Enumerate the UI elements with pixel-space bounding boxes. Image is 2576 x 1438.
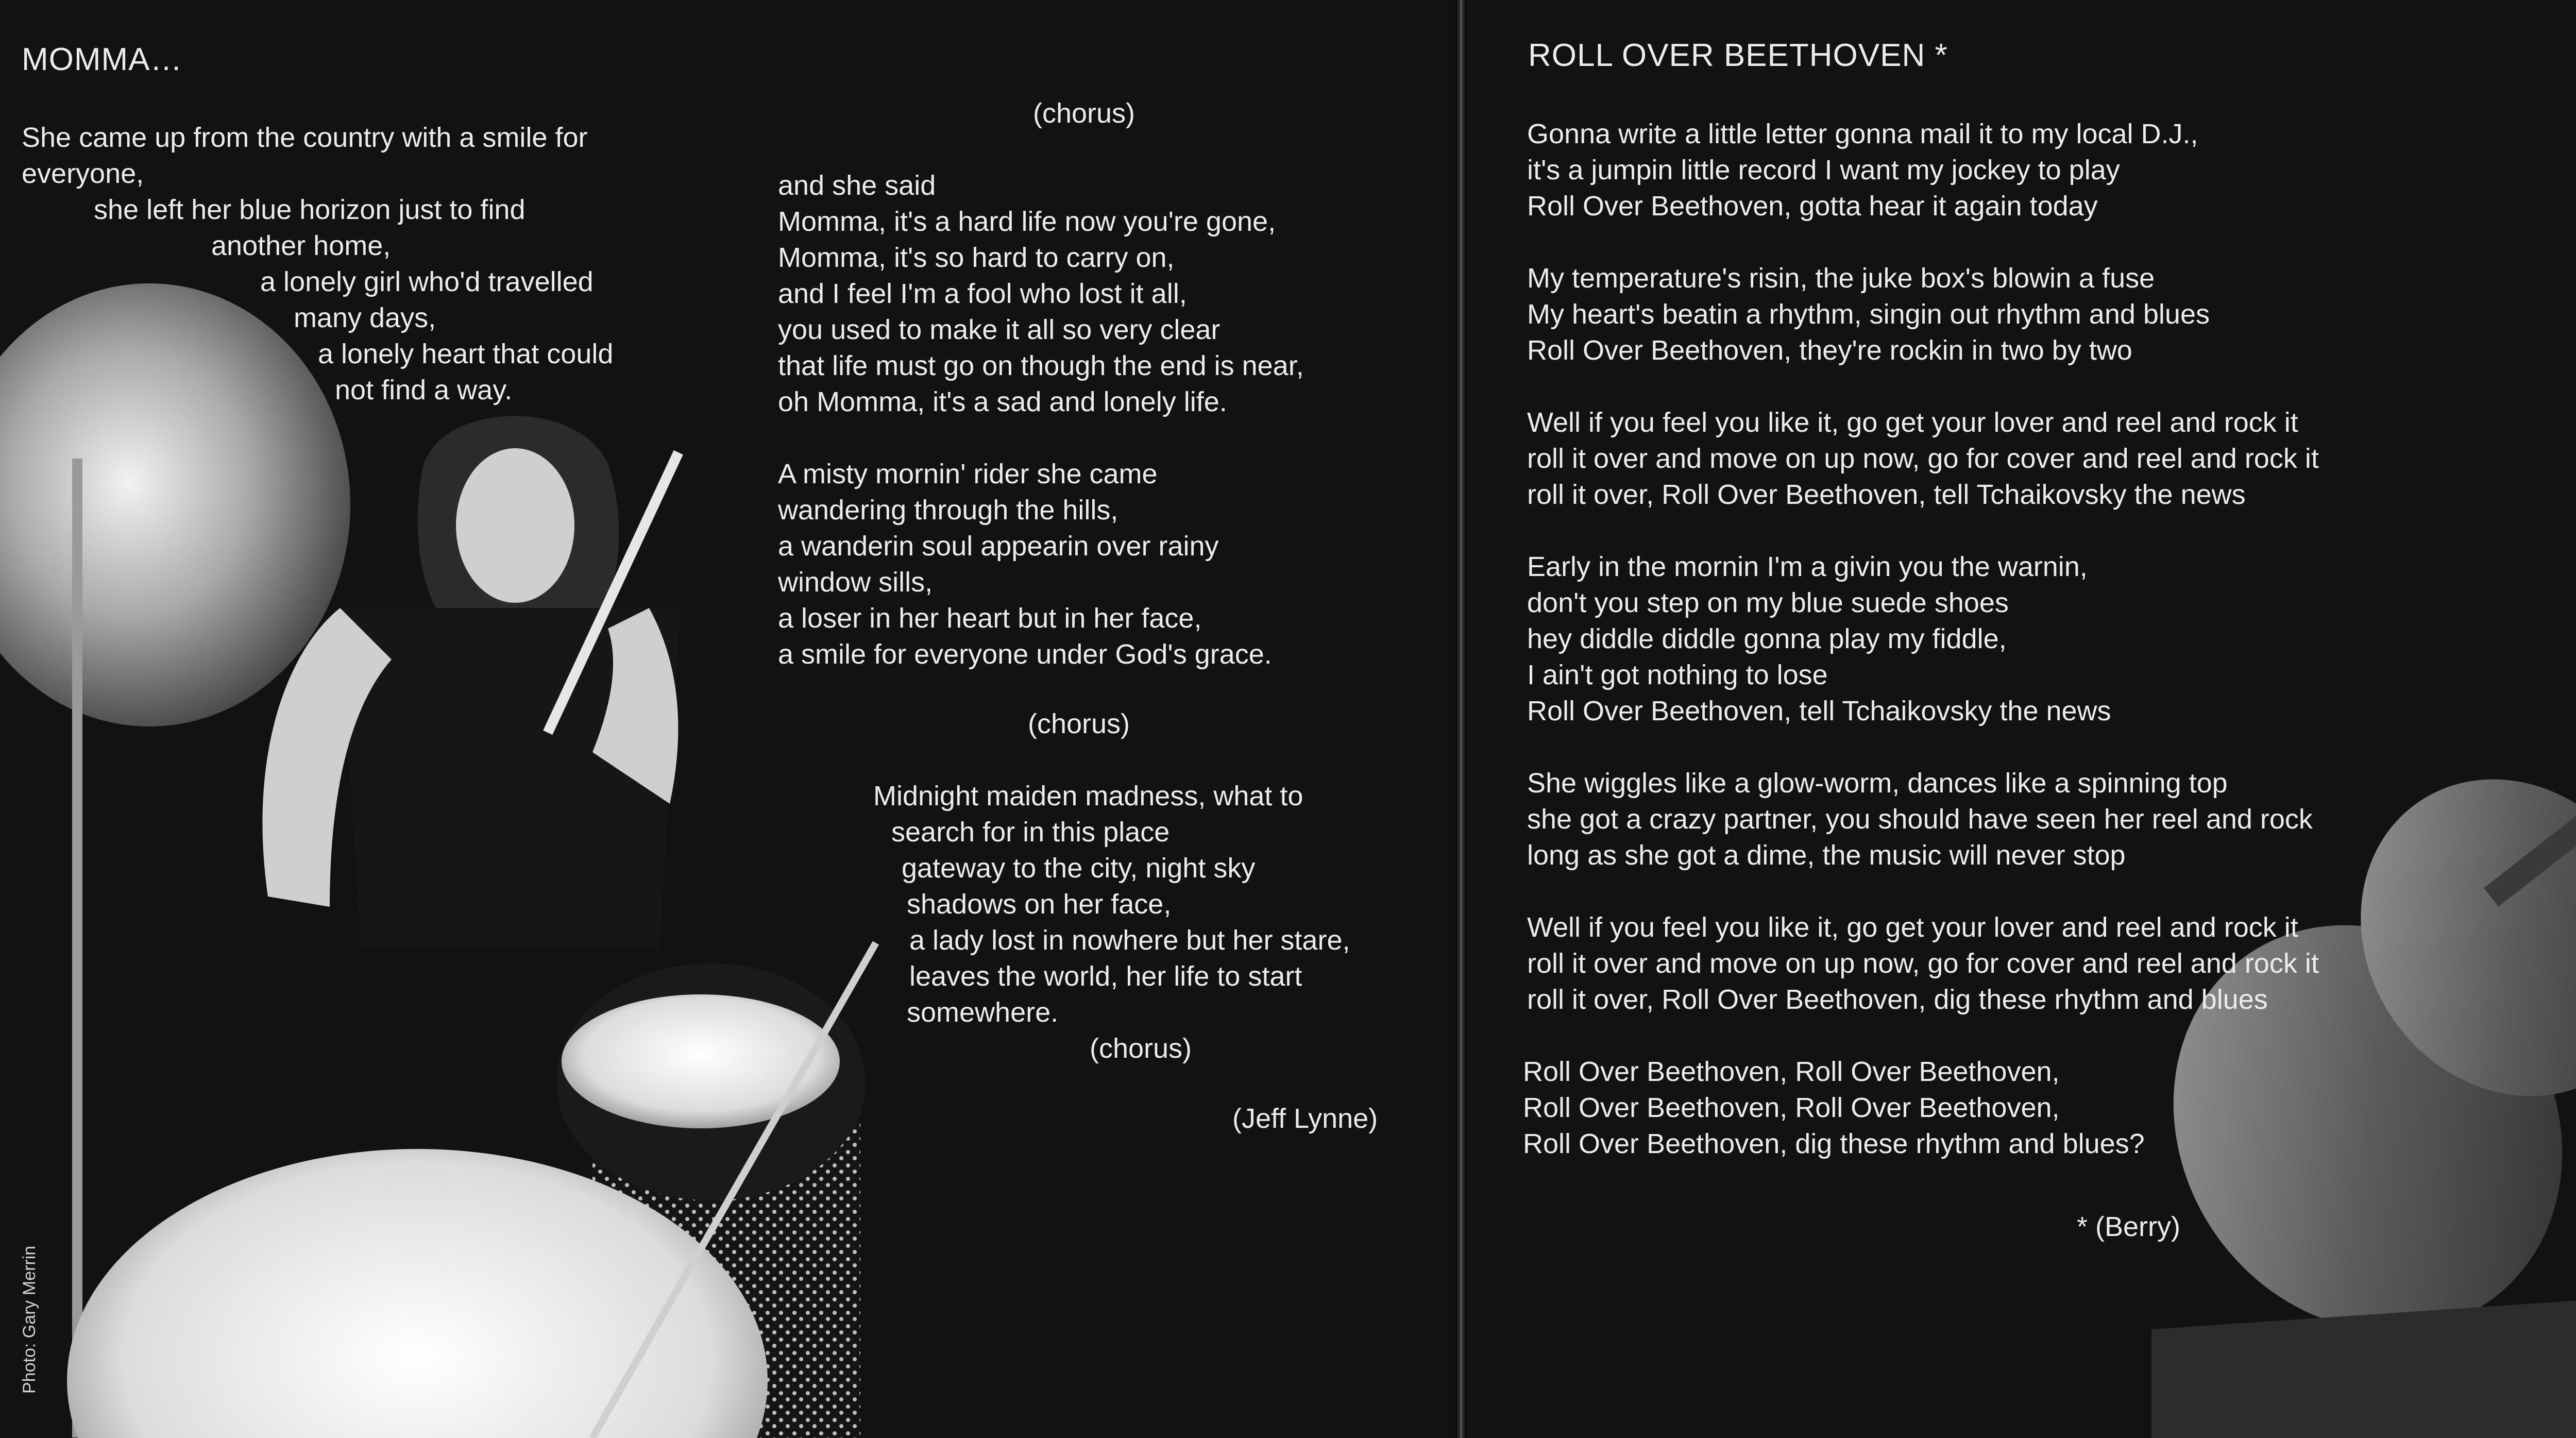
- lyric-line: she got a crazy partner, you should have seen her reel and rock: [1527, 804, 2313, 835]
- photo-credit: Photo: Gary Merrin: [20, 1245, 39, 1394]
- lyric-line: Momma, it's so hard to carry on,: [778, 242, 1175, 273]
- lyric-line: Momma, it's a hard life now you're gone,: [778, 206, 1276, 237]
- lyric-line: Well if you feel you like it, go get your lover and reel and rock it: [1527, 912, 2298, 943]
- lyric-line: many days,: [294, 302, 436, 333]
- cymbal: [0, 283, 350, 726]
- lyric-line: Well if you feel you like it, go get your lover and reel and rock it: [1527, 407, 2298, 438]
- lyric-line: I ain't got nothing to lose: [1527, 659, 1828, 690]
- lyric-line: roll it over, Roll Over Beethoven, dig these rhythm and blues: [1527, 984, 2268, 1015]
- lyric-line: that life must go on though the end is near,: [778, 350, 1304, 381]
- lyric-line: My heart's beatin a rhythm, singin out rhythm and blues: [1527, 299, 2210, 330]
- drummer-face: [456, 448, 574, 603]
- chorus-marker: (chorus): [1028, 708, 1130, 739]
- lyric-line: Roll Over Beethoven, tell Tchaikovsky the news: [1527, 696, 2111, 726]
- lyric-line: Roll Over Beethoven, Roll Over Beethoven,: [1523, 1092, 2060, 1123]
- lyric-line: She wiggles like a glow-worm, dances like a spinning top: [1527, 768, 2228, 799]
- lyric-line: it's a jumpin little record I want my jockey to play: [1527, 155, 2120, 185]
- lyric-line: leaves the world, her life to start: [909, 961, 1302, 992]
- lyric-line: and she said: [778, 170, 936, 201]
- lyric-line: wandering through the hills,: [778, 495, 1118, 526]
- lyric-line: roll it over, Roll Over Beethoven, tell Tchaikovsky the news: [1527, 479, 2246, 510]
- lyric-line: a smile for everyone under God's grace.: [778, 639, 1272, 670]
- lyric-line: and I feel I'm a fool who lost it all,: [778, 278, 1187, 309]
- lyric-line: Roll Over Beethoven, they're rockin in two by two: [1527, 335, 2132, 366]
- lyric-line: oh Momma, it's a sad and lonely life.: [778, 386, 1227, 417]
- lyric-line: not find a way.: [335, 375, 513, 405]
- lyric-line: a loser in her heart but in her face,: [778, 603, 1202, 634]
- tom-drum-head: [562, 994, 840, 1128]
- lyric-line: gateway to the city, night sky: [902, 853, 1256, 884]
- songwriter-credit: (Jeff Lynne): [1232, 1103, 1378, 1134]
- booklet-spine: [1456, 0, 1466, 1438]
- cymbal-stand: [72, 459, 82, 1437]
- lyric-line: search for in this place: [891, 817, 1170, 848]
- lyric-line: a lady lost in nowhere but her stare,: [909, 925, 1350, 956]
- lyric-line: somewhere.: [907, 997, 1059, 1028]
- lyric-line: shadows on her face,: [907, 889, 1172, 920]
- lyric-line: Roll Over Beethoven, Roll Over Beethoven,: [1523, 1056, 2060, 1087]
- drummer-photo: [0, 237, 907, 1438]
- lyric-line: roll it over and move on up now, go for cover and reel and rock it: [1527, 948, 2319, 979]
- lyric-line: a wanderin soul appearin over rainy: [778, 531, 1219, 562]
- lyric-line: she left her blue horizon just to find: [94, 194, 526, 225]
- lyric-line: a lonely heart that could: [318, 339, 614, 369]
- song-title-roll-over-beethoven: ROLL OVER BEETHOVEN *: [1528, 38, 1948, 73]
- lyric-line: you used to make it all so very clear: [778, 314, 1221, 345]
- lyric-line: don't you step on my blue suede shoes: [1527, 587, 2009, 618]
- lyric-line: another home,: [211, 230, 391, 261]
- lyric-line: roll it over and move on up now, go for cover and reel and rock it: [1527, 443, 2319, 474]
- songwriter-credit: * (Berry): [2077, 1211, 2180, 1242]
- lyric-line: My temperature's risin, the juke box's blowin a fuse: [1527, 263, 2155, 294]
- lyric-line: long as she got a dime, the music will never stop: [1527, 840, 2126, 871]
- lyric-line: Gonna write a little letter gonna mail it to my local D.J.,: [1527, 119, 2198, 149]
- lyric-line: hey diddle diddle gonna play my fiddle,: [1527, 623, 2007, 654]
- lyric-line: She came up from the country with a smile for: [22, 122, 588, 153]
- chorus-marker: (chorus): [1033, 98, 1136, 129]
- lyric-line: Midnight maiden madness, what to: [873, 781, 1303, 811]
- lyric-line: a lonely girl who'd travelled: [260, 266, 594, 297]
- lyric-line: everyone,: [22, 158, 144, 189]
- lyric-line: Early in the mornin I'm a givin you the warnin,: [1527, 551, 2088, 582]
- right-page: [1466, 0, 2576, 1438]
- chorus-marker: (chorus): [1090, 1033, 1192, 1064]
- lyric-line: A misty mornin' rider she came: [778, 459, 1158, 489]
- song-title-momma: MOMMA…: [22, 42, 183, 77]
- lyric-line: Roll Over Beethoven, gotta hear it again today: [1527, 191, 2098, 222]
- lyric-line: Roll Over Beethoven, dig these rhythm and blues?: [1523, 1128, 2145, 1159]
- lyric-line: window sills,: [778, 567, 933, 598]
